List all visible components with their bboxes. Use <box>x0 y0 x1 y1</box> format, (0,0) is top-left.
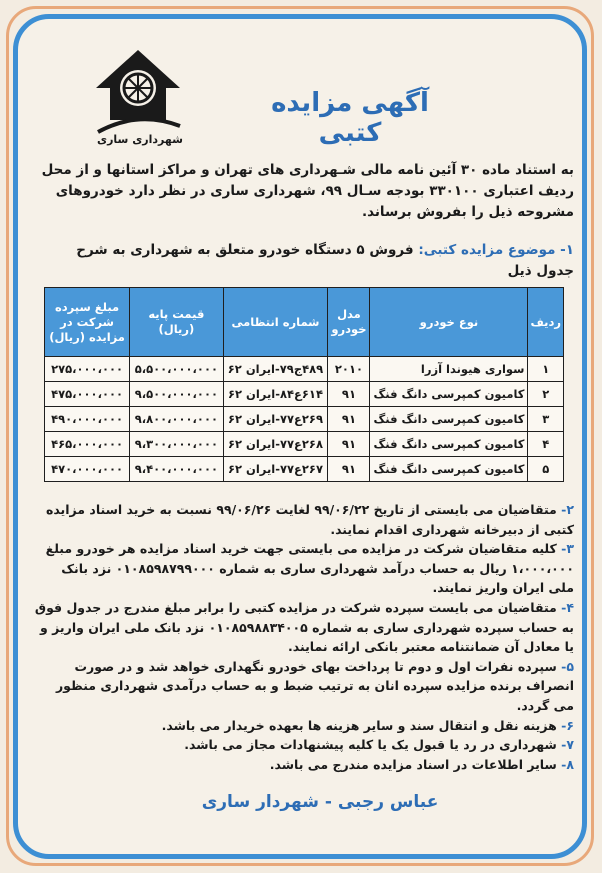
item-text: متقاضیان می بایستی از تاریخ ۹۹/۰۶/۲۲ لغایت ۹۹/۰۶/۲۶ نسبت به خرید اسناد مزایده کتبی از دبیرخانه شهرداری اقدام نمایند. <box>45 502 574 537</box>
item-number: ۵- <box>561 658 574 674</box>
item-number: ۲- <box>561 502 574 517</box>
list-item <box>34 539 574 598</box>
item-number: ۷- <box>561 737 574 753</box>
list-item <box>34 716 574 736</box>
list-item <box>34 755 574 775</box>
cell-model: ۹۱ <box>328 457 370 482</box>
item-text: کلیه متقاضیان شرکت در مزایده می بایستی جهت خرید اسناد مزایده هر خودرو مبلغ ۱،۰۰۰،۰۰۰ ریال به حساب درآمد شهرداری ساری به شماره ۰۱۰۸۵۹۸۷۹۹۰۰۰ نزد بانک ملی ایران واریز نمایند. <box>45 541 574 596</box>
item-text: متقاضیان می بایست سپرده شرکت در مزایده کتبی را برابر مبلغ مندرج در جدول فوق به حساب سپرده شهرداری ساری به شماره ۰۱۰۸۵۹۸۸۳۴۰۰۵ نزد بانک ملی ایران واریز و یا معادل آن ضمانتنامه معتبر بانکی ارائه نمایند. <box>34 599 574 655</box>
cell-row-number: ۳ <box>528 407 564 432</box>
cell-model: ۲۰۱۰ <box>328 357 370 382</box>
cell-plate-number: ۶۱۴ع۸۴-ایران ۶۲ <box>223 382 328 407</box>
cell-row-number: ۴ <box>528 432 564 457</box>
cell-deposit: ۴۶۵،۰۰۰،۰۰۰ <box>45 432 130 457</box>
municipality-logo <box>88 46 188 146</box>
list-item <box>34 657 574 716</box>
vehicles-table <box>44 287 564 482</box>
page-title: آگهی مزایده کتبی <box>271 88 429 148</box>
table-row <box>45 432 564 457</box>
table-row <box>45 357 564 382</box>
cell-vehicle-type: کامیون کمپرسی دانگ فنگ <box>370 457 528 482</box>
cell-plate-number: ۲۶۷ع۷۷-ایران ۶۲ <box>223 457 328 482</box>
cell-plate-number: ۲۶۹ع۷۷-ایران ۶۲ <box>223 407 328 432</box>
table-row <box>45 407 564 432</box>
cell-base-price: ۹،۳۰۰،۰۰۰،۰۰۰ <box>130 432 223 457</box>
cell-model: ۹۱ <box>328 407 370 432</box>
list-item <box>34 598 574 657</box>
cell-model: ۹۱ <box>328 432 370 457</box>
cell-vehicle-type: سواری هیوندا آزرا <box>370 357 528 382</box>
cell-base-price: ۹،۴۰۰،۰۰۰،۰۰۰ <box>130 457 223 482</box>
list-item <box>34 735 574 755</box>
header-row-number: ردیف <box>528 288 564 357</box>
item-number: ۶- <box>561 717 574 733</box>
cell-model: ۹۱ <box>328 382 370 407</box>
cell-deposit: ۴۷۵،۰۰۰،۰۰۰ <box>45 382 130 407</box>
cell-plate-number: ۴۸۹ج۷۹-ایران ۶۲ <box>223 357 328 382</box>
table-row <box>45 382 564 407</box>
intro-paragraph: به استناد ماده ۳۰ آئین نامه مالی شـهرداری های تهران و مراکز استانها و از محل ردیف اعتباری ۳۳۰۱۰۰ بودجه سـال ۹۹، شهرداری ساری در نظر دارد خودروهای مشروحه ذیل را بفروش برساند. <box>41 162 574 220</box>
cell-plate-number: ۲۶۸ع۷۷-ایران ۶۲ <box>223 432 328 457</box>
subject-text: فروش ۵ دستگاه خودرو متعلق به شهرداری به شرح جدول ذیل <box>76 242 574 279</box>
cell-base-price: ۹،۸۰۰،۰۰۰،۰۰۰ <box>130 407 223 432</box>
cell-deposit: ۴۹۰،۰۰۰،۰۰۰ <box>45 407 130 432</box>
header-vehicle-type: نوع خودرو <box>370 288 528 357</box>
logo-text: شهرداری ساری <box>97 133 183 146</box>
item-text: شهرداری در رد یا قبول یک یا کلیه پیشنهادات مجاز می باشد. <box>184 737 557 753</box>
conditions-list <box>34 500 574 774</box>
list-item <box>34 500 574 539</box>
subject-label: ۱- موضوع مزایده کتبی: <box>418 242 574 258</box>
cell-row-number: ۲ <box>528 382 564 407</box>
item-text: هزینه نقل و انتقال سند و سایر هزینه ها بعهده خریدار می باشد. <box>161 717 557 733</box>
cell-deposit: ۴۷۰،۰۰۰،۰۰۰ <box>45 457 130 482</box>
header-model: مدل خودرو <box>328 288 370 357</box>
item-number: ۴- <box>561 599 574 615</box>
item-number: ۸- <box>561 756 574 772</box>
cell-row-number: ۱ <box>528 357 564 382</box>
cell-row-number: ۵ <box>528 457 564 482</box>
table-row <box>45 457 564 482</box>
header-plate-number: شماره انتظامی <box>223 288 328 357</box>
cell-base-price: ۹،۵۰۰،۰۰۰،۰۰۰ <box>130 382 223 407</box>
cell-vehicle-type: کامیون کمپرسی دانگ فنگ <box>370 382 528 407</box>
cell-vehicle-type: کامیون کمپرسی دانگ فنگ <box>370 407 528 432</box>
signature: عباس رجبی - شهردار ساری <box>201 792 439 812</box>
subject-line <box>34 240 574 282</box>
item-text: سایر اطلاعات در اسناد مزایده مندرج می باشد. <box>269 756 557 772</box>
cell-deposit: ۲۷۵،۰۰۰،۰۰۰ <box>45 357 130 382</box>
item-text: سپرده نفرات اول و دوم تا پرداخت بهای خودرو نگهداری خواهد شد و در صورت انصراف برنده مزایده سپرده انان به ترتیب ضبط و به حساب درآمدی شهرداری منظور می گردد. <box>55 658 574 713</box>
header-base-price: قیمت پایه (ریال) <box>130 288 223 357</box>
header-deposit: مبلغ سپرده شرکت در مزایده (ریال) <box>45 288 130 357</box>
cell-base-price: ۵،۵۰۰،۰۰۰،۰۰۰ <box>130 357 223 382</box>
cell-vehicle-type: کامیون کمپرسی دانگ فنگ <box>370 432 528 457</box>
table-header-row <box>45 288 564 357</box>
item-number: ۳- <box>561 541 574 557</box>
